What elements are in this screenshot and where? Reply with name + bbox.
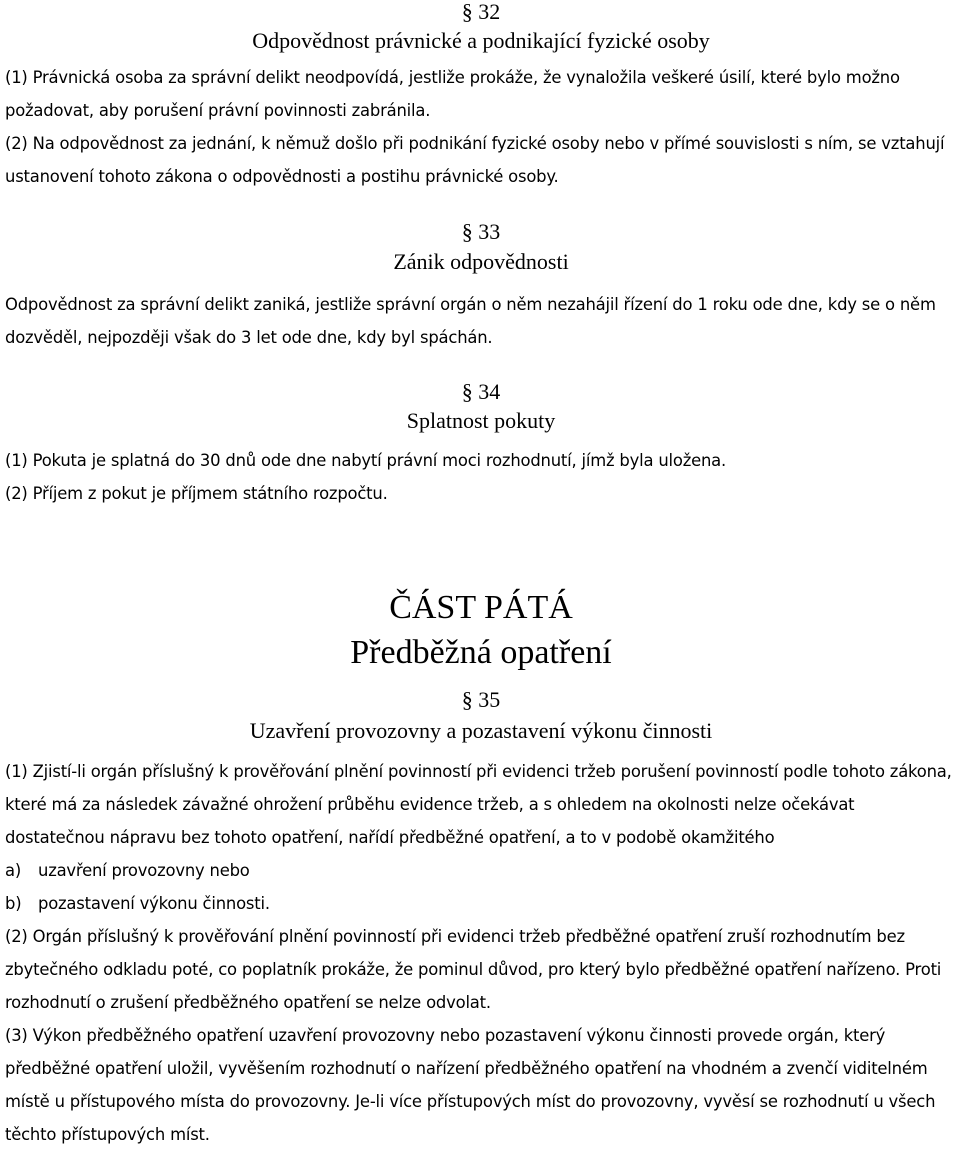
section-35-body: [5, 755, 957, 1151]
list-item: [5, 887, 957, 920]
list-item: [5, 854, 957, 887]
section-title-34: Splatnost pokuty: [406, 408, 556, 433]
section-34-body: [5, 444, 957, 510]
section-mark-35: § 35: [461, 687, 501, 712]
section-32-body: [5, 61, 957, 193]
section-title-35: Uzavření provozovny a pozastavení výkonu činnosti: [249, 718, 713, 743]
paragraph-34-1: (1) Pokuta je splatná do 30 dnů ode dne nabytí právní moci rozhodnutí, jímž byla uložena.: [5, 451, 727, 470]
part-number: ČÁST PÁTÁ: [389, 589, 573, 626]
list-item-letter: a): [5, 861, 22, 880]
section-title-33: Zánik odpovědnosti: [393, 249, 569, 274]
list-item-text: pozastavení výkonu činnosti.: [38, 894, 270, 913]
section-33-body: [5, 288, 957, 354]
list-item-letter: b): [5, 894, 22, 913]
paragraph-35-1: (1) Zjistí-li orgán příslušný k prověřování plnění povinností při evidenci tržeb porušení povinností podle tohoto zákona, které má za následek závažné ohrožení průběhu evidence tržeb, a s ohledem na okolnosti nelze očekávat dostatečnou nápravu bez tohoto opatření, nařídí předběžné opatření, a to v podobě okamžitého: [5, 762, 952, 847]
section-mark-33: § 33: [461, 219, 501, 244]
paragraph-33-1: Odpovědnost za správní delikt zaniká, jestliže správní orgán o něm nezahájil řízení do 1 roku ode dne, kdy se o něm dozvěděl, nejpozději však do 3 let ode dne, kdy byl spáchán.: [5, 295, 936, 347]
part-title: Předběžná opatření: [350, 634, 612, 671]
paragraph-34-2: (2) Příjem z pokut je příjmem státního rozpočtu.: [5, 484, 388, 503]
paragraph-35-3: (3) Výkon předběžného opatření uzavření provozovny nebo pozastavení výkonu činnosti provede orgán, který předběžné opatření uložil, vyvěšením rozhodnutí o nařízení předběžného opatření na vhodném a zvenčí viditelném místě u přístupového místa do provozovny. Je-li více přístupových míst do provozovny, vyvěsí se rozhodnutí u všech těchto přístupových míst.: [5, 1026, 936, 1144]
paragraph-35-2: (2) Orgán příslušný k prověřování plnění povinností při evidenci tržeb předběžné opatření zruší rozhodnutím bez zbytečného odkladu poté, co poplatník prokáže, že pominul důvod, pro který bylo předběžné opatření nařízeno. Proti rozhodnutí o zrušení předběžného opatření se nelze odvolat.: [5, 927, 942, 1012]
section-title-32: Odpovědnost právnické a podnikající fyzické osoby: [252, 28, 710, 53]
paragraph-32-1: (1) Právnická osoba za správní delikt neodpovídá, jestliže prokáže, že vynaložila veškeré úsilí, které bylo možno požadovat, aby porušení právní povinnosti zabránila.: [5, 68, 900, 120]
section-mark-32: § 32: [461, 0, 501, 24]
section-mark-34: § 34: [461, 379, 501, 404]
paragraph-32-2: (2) Na odpovědnost za jednání, k němuž došlo při podnikání fyzické osoby nebo v přímé souvislosti s ním, se vztahují ustanovení tohoto zákona o odpovědnosti a postihu právnické osoby.: [5, 134, 945, 186]
list-item-text: uzavření provozovny nebo: [38, 861, 250, 880]
